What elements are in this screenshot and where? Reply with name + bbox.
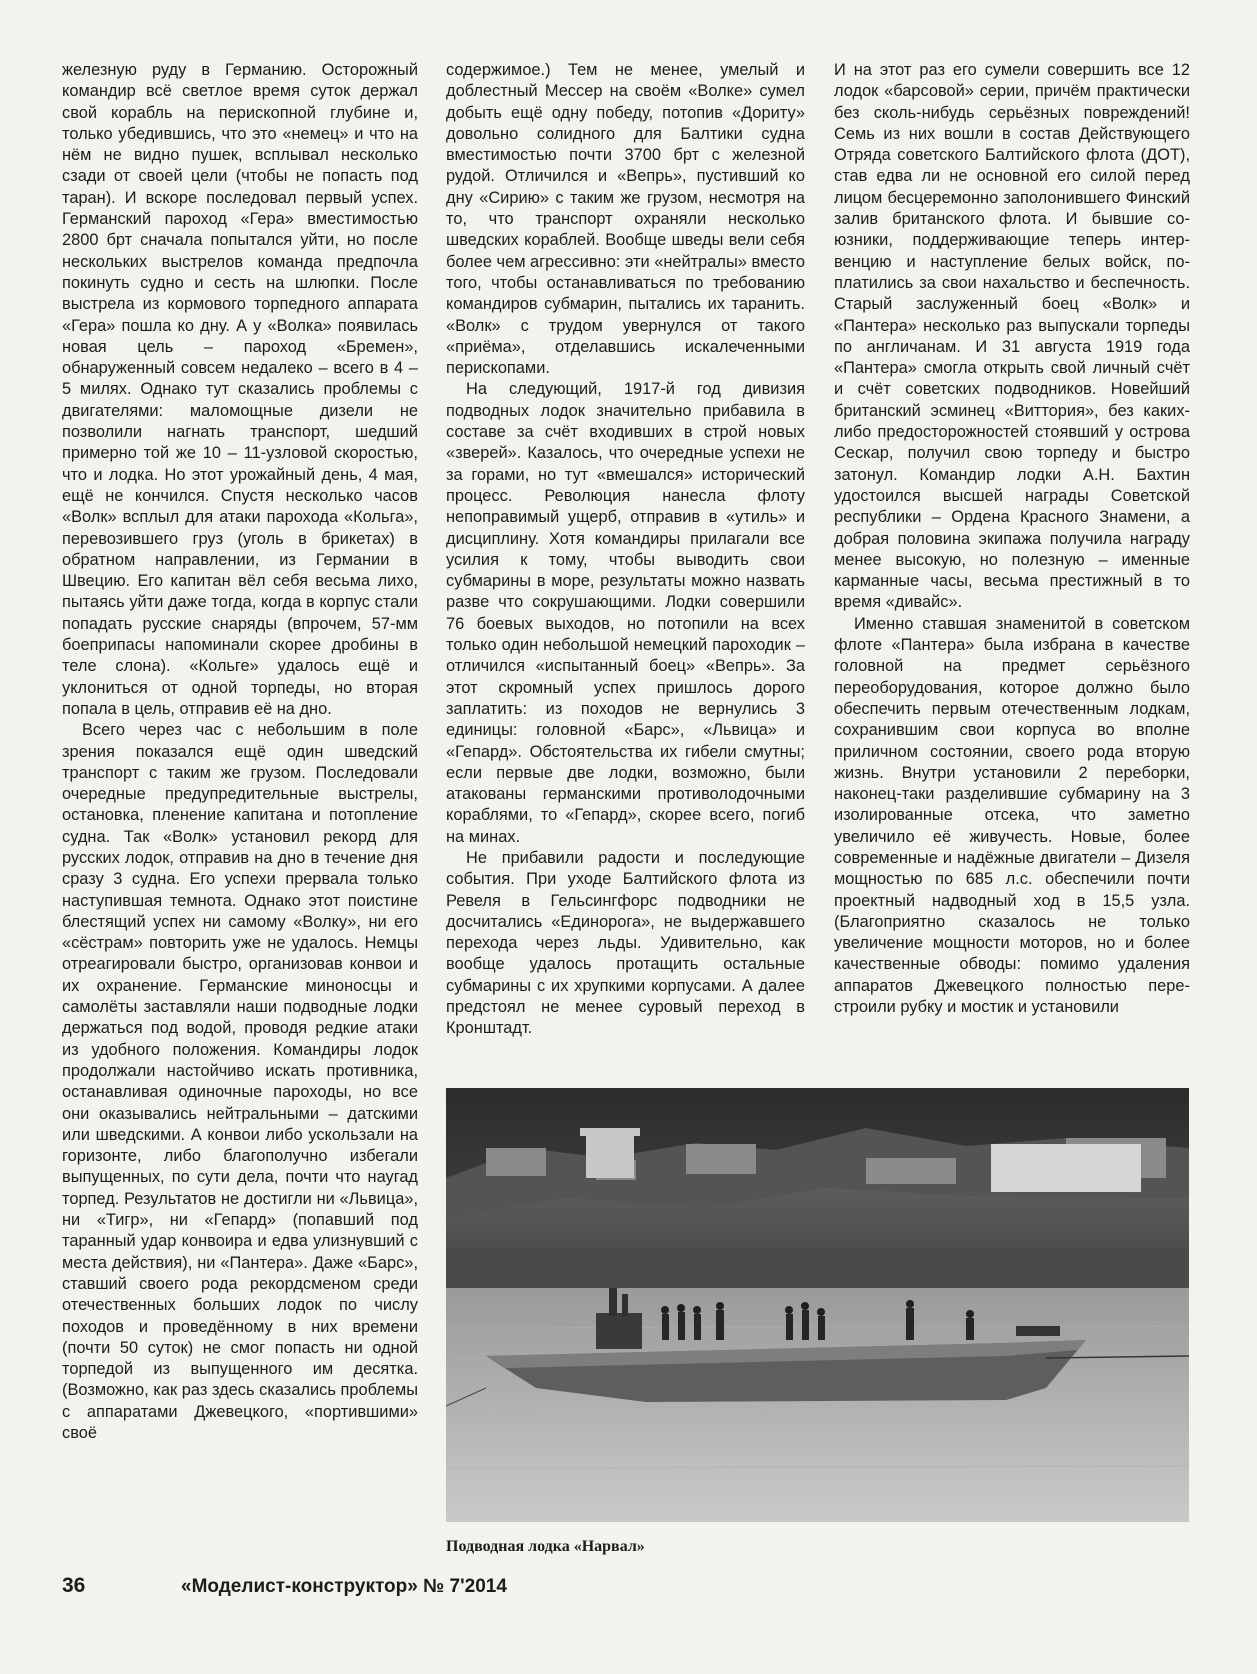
paragraph: содержимое.) Тем не менее, умелый и доблестный Мессер на своём «Волке» сумел добыть ещё одну победу, потопив «Дориту» довольно солидного для Балтики судна вместимостью почти 3700 брт с железной рудой. Отличился и «Вепрь», пустивший ко дну «Сирию» с таким же грузом, несмотря на то, что транспорт охраняли несколько шведских кораблей. Вообще шведы вели себя более чем агрессивно: эти «нейтралы» вместо того, чтобы останавливаться по требованию командиров субмарин, пытались их таранить. «Волк» с трудом увернулся от такого «приёма», отделавшись искалеченными перископами. <box>446 61 805 378</box>
paragraph: Именно ставшая знаменитой в советском флоте «Пантера» была избрана в качестве головной на предмет серьёзного переоборудования, которое должно было обеспечить первым отечественным лодкам, сохранившим свои корпуса во вполне приличном состоянии, своего рода вторую жизнь. Внутри установили 2 переборки, наконец-таки разделившие субмарину на 3 изолированные отсека, что заметно увеличило её живучесть. Новые, более современные и надёжные двигатели – Дизеля мощностью по 685 л.с. обеспечили почти проектный надводный ход в 15,5 узла. (Благоприятно сказалось не только увеличение мощности моторов, но и более качественные обводы: помимо удаления аппаратов Джевецкого полностью перестроили рубку и мостик и установили <box>834 614 1190 1017</box>
submarine-photo <box>446 1088 1189 1522</box>
text-column-3 <box>834 60 1190 1018</box>
page-footer <box>62 1574 1197 1604</box>
submarine-photo-illustration <box>446 1088 1189 1522</box>
photo-caption: Подводная лодка «Нарвал» <box>446 1538 645 1555</box>
magazine-title: «Моделист-конструктор» № 7'2014 <box>181 1576 507 1597</box>
paragraph: И на этот раз его сумели совершить все 12 лодок «барсовой» серии, причём практически без сколь-нибудь серьёзных повреждений! Семь из них вошли в состав Действующего Отряда советского Балтийского флота (ДОТ), став едва ли не основной его силой перед лицом бесцеремонно заполонившего Финский залив британского флота. И бывшие союзники, поддерживающие теперь интервенцию и наступление белых войск, поплатились за свои нахальство и беспечность. Старый заслуженный боец «Волк» и «Пантера» несколько раз выпускали торпеды по англичанам. И 31 августа 1919 года «Пантера» смогла открыть свой личный счёт и счёт советских подводников. Новейший британский эсминец «Виттория», без каких-либо предосторожностей стоявший у острова Сескар, получил свою торпеду и быстро затонул. Командир лодки А.Н. Бахтин удостоился высшей награды Советской республики – Ордена Красного Знамени, а добрая половина экипажа получила награду менее высокую, но полезную – именные карманные часы, весьма престижный в то время «дивайс». <box>834 61 1190 612</box>
paragraph: Не прибавили радости и последующие события. При уходе Балтийского флота из Ревеля в Гельсингфорс подводники не досчитались «Единорога», не выдержавшего перехода через льды. Удивительно, как вообще удалось протащить остальные субмарины с их хрупкими корпусами. А далее предстоял не менее суровый переход в Кронштадт. <box>446 848 805 1038</box>
text-column-1 <box>62 60 418 1444</box>
text-column-2 <box>446 60 805 1040</box>
paragraph: Всего через час с небольшим в поле зрения показался ещё один шведский транспорт с таким же грузом. Последовали очередные предупредительные выстрелы, остановка, пленение капитана и потопление судна. Так «Волк» установил рекорд для русских лодок, отправив на дно в течение дня сразу 3 судна. Его успехи прервала только наступившая темнота. Однако этот поистине блестящий успех ни самому «Волку», ни его «сёстрам» повторить уже не удалось. Немцы отреагировали быстро, организовав конвои и их охранение. Германские миноносцы и самолёты заставляли наши подводные лодки держаться под водой, проводя редкие атаки из удобного положения. Командиры лодок продолжали настойчиво искать противника, останавливая одиночные пароходы, но все они оказывались нейтральными – датскими или шведскими. А конвои либо ускользали на горизонте, либо благополучно избегали выпущенных, по сути дела, почти что наугад торпед. Результатов не достигли ни «Львица», ни «Тигр», ни «Гепард» (попавший под таранный удар конвоира и едва улизнувший с места действия), ни «Пантера». Даже «Барс», ставший своего рода рекордсменом среди отечественных больших лодок по числу походов и проведённому в них времени (почти 50 суток) не смог попасть ни одной торпедой из выпущенного им десятка. (Возможно, как раз здесь сказались проблемы с аппаратами Джевецкого, «портившими» своё <box>62 721 418 1442</box>
page-number: 36 <box>62 1574 86 1597</box>
paragraph: На следующий, 1917-й год дивизия подводных лодок значительно прибавила в составе за счёт входивших в строй новых «зверей». Казалось, что очередные успехи не за горами, но тут «вмешался» исторический процесс. Революция нанесла флоту непоправимый ущерб, отправив в «утиль» и дисциплину. Хотя командиры прилагали все усилия к тому, чтобы выводить свои субмарины в море, результаты можно назвать разве что сокрушающими. Лодки совершили 76 боевых выходов, но потопили на всех только один небольшой немецкий пароходик – отличился «испытанный боец» «Вепрь». За этот скромный успех пришлось дорого заплатить: из походов не вернулись 3 единицы: головной «Барс», «Львица» и «Гепард». Обстоятельства их гибели смутны; если первые две лодки, возможно, были атакованы германскими противолодочными кораблями, то «Гепард», скорее всего, погиб на минах. <box>446 380 805 846</box>
paragraph: железную руду в Германию. Осторожный командир всё светлое время суток держал свой корабль на перископной глубине и, только убедившись, что это «немец» и что на нём не видно пушек, всплывал несколько сзади от своей цели (чтобы не попасть под таран). И вскоре последовал первый успех. Германский пароход «Гера» вместимостью 2800 брт сначала попытался уйти, но после нескольких выстрелов команда предпочла покинуть судно и сесть на шлюпки. После выстрела из кормового торпедного аппарата «Гера» пошла ко дну. А у «Волка» появилась новая цель – пароход «Бремен», обнаруженный совсем недалеко – всего в 4 – 5 милях. Однако тут сказались проблемы с двигателями: маломощные дизели не позволили нагнать транспорт, шедший примерно той же 10 – 11-узловой скоростью, что и лодка. Но этот урожайный день, 4 мая, ещё не кончился. Спустя несколько часов «Волк» всплыл для атаки парохода «Кольга», перевозившего груз (уголь в брикетах) в обратном направлении, из Германии в Швецию. Его капитан вёл себя весьма лихо, пытаясь уйти даже тогда, когда в корпус стали попадать русские снаряды (впрочем, 57-мм боеприпасы напоминали скорее дробины в теле слона). «Кольге» удалось ещё и уклониться от одной торпеды, но вторая попала в цель, отправив её на дно. <box>62 61 418 718</box>
